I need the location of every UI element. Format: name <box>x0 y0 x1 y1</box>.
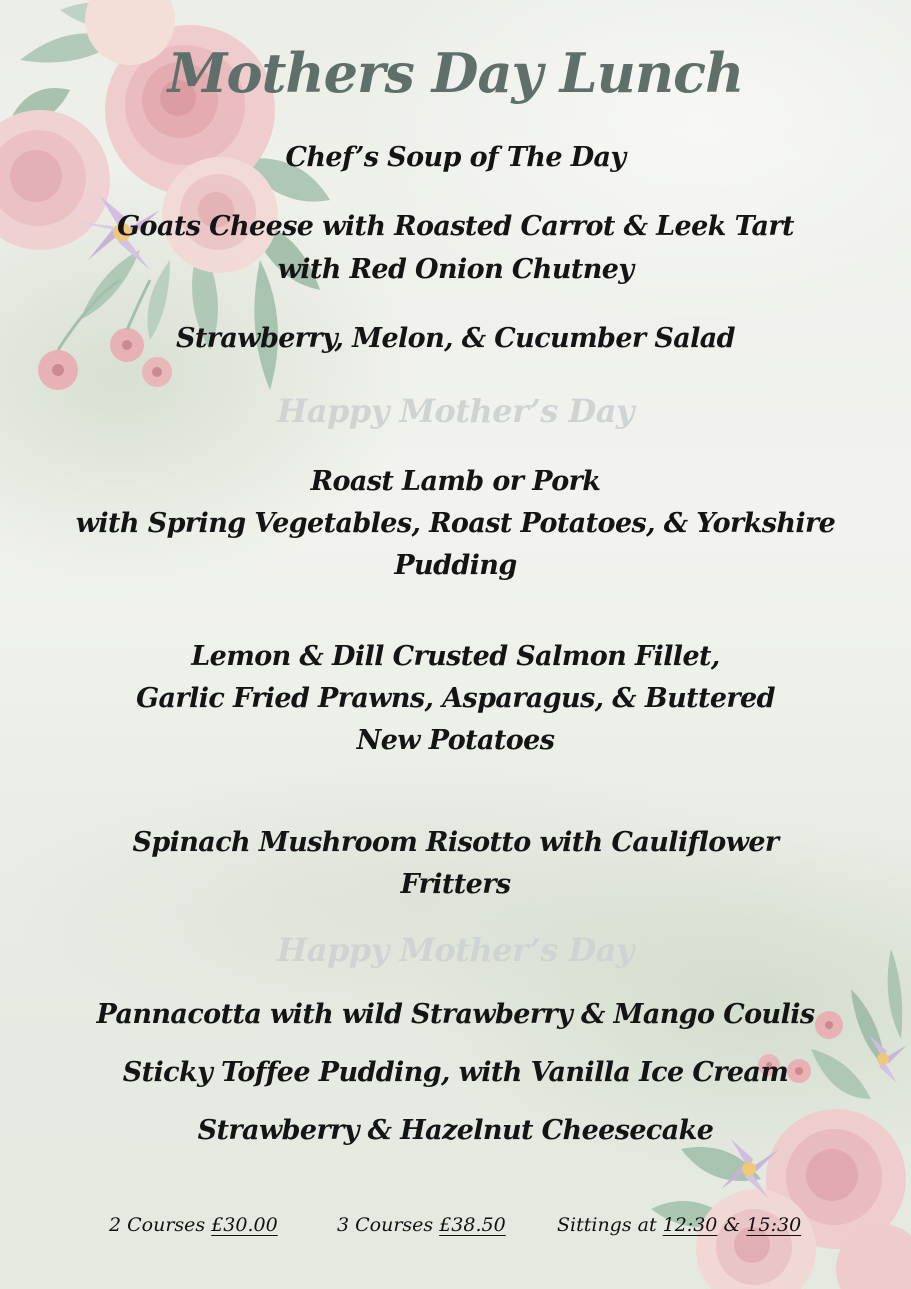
main-salmon-line-2: Garlic Fried Prawns, Asparagus, & Buttered <box>136 683 775 714</box>
three-courses-price: £38.50 <box>439 1214 506 1236</box>
two-courses-price: £30.00 <box>211 1214 278 1236</box>
starter-salad: Strawberry, Melon, & Cucumber Salad <box>176 323 735 354</box>
footer-three-courses <box>337 1208 506 1242</box>
sitting-time-2: 15:30 <box>746 1214 802 1236</box>
main-risotto-line-1: Spinach Mushroom Risotto with Cauliflower <box>132 827 779 858</box>
main-salmon-line-3: New Potatoes <box>356 725 555 756</box>
dessert-cheesecake: Strawberry & Hazelnut Cheesecake <box>197 1115 714 1146</box>
starter-goats-cheese-line-1: Goats Cheese with Roasted Carrot & Leek Tart <box>117 211 794 242</box>
sittings-label: Sittings at <box>557 1214 657 1236</box>
main-roast-line-1: Roast Lamb or Pork <box>310 466 601 497</box>
main-salmon-line-1: Lemon & Dill Crusted Salmon Fillet, <box>191 641 720 672</box>
menu-title: Mothers Day Lunch <box>167 41 744 105</box>
footer-sittings <box>557 1208 801 1242</box>
divider-happy-mothers-day-1: Happy Mother’s Day <box>276 392 635 430</box>
divider-happy-mothers-day-2: Happy Mother’s Day <box>276 931 635 969</box>
footer-two-courses <box>109 1208 278 1242</box>
dessert-sticky-toffee: Sticky Toffee Pudding, with Vanilla Ice Cream <box>122 1057 789 1088</box>
starter-soup: Chef’s Soup of The Day <box>285 142 626 173</box>
main-risotto-line-2: Fritters <box>400 869 511 900</box>
sitting-time-1: 12:30 <box>662 1214 718 1236</box>
sittings-joiner: & <box>723 1214 741 1236</box>
dessert-pannacotta: Pannacotta with wild Strawberry & Mango Coulis <box>96 999 815 1030</box>
three-courses-label: 3 Courses <box>337 1214 434 1236</box>
main-roast-line-3: Pudding <box>394 550 517 581</box>
starter-goats-cheese-line-2: with Red Onion Chutney <box>277 254 634 285</box>
two-courses-label: 2 Courses <box>109 1214 206 1236</box>
main-roast-line-2: with Spring Vegetables, Roast Potatoes, & Yorkshire <box>75 508 836 539</box>
